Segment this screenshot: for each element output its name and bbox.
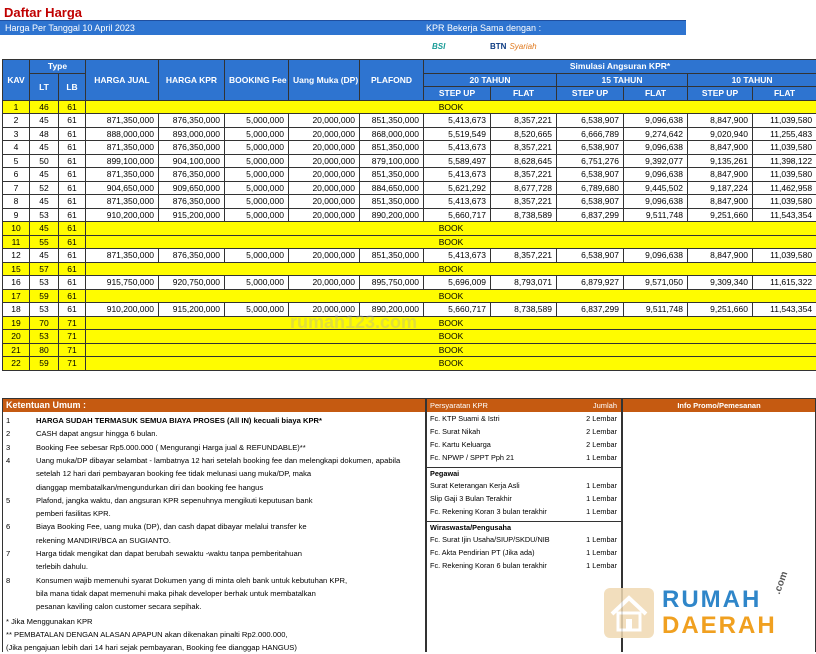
cell-s15: 6,538,907 [557,141,624,155]
cell-dp: 20,000,000 [289,127,360,141]
cell-s10: 8,847,900 [688,168,753,182]
cell-lb: 61 [59,127,86,141]
watermark-com: .com [772,568,816,606]
table-row [3,262,816,276]
header-type: Type [30,60,86,74]
cell-kpr: 909,650,000 [159,181,225,195]
cell-dp: 20,000,000 [289,168,360,182]
requirement-doc: Fc. Rekening Koran 6 bulan terakhir [430,560,547,572]
cell-plafond: 851,350,000 [360,141,424,155]
watermark-line1: RUMAH [662,586,761,614]
cell-lt: 45 [30,168,59,182]
cell-lb: 61 [59,195,86,209]
header-harga-kpr: HARGA KPR [159,60,225,101]
cell-f10: 11,039,580 [753,195,816,209]
requirement-doc: Pegawai [430,468,459,480]
cell-jual: 888,000,000 [86,127,159,141]
cell-bf: 5,000,000 [225,114,289,128]
condition-text: Konsumen wajib memenuhi syarat Dokumen yang di minta oleh bank untuk kebutuhan KPR, [36,574,347,587]
cell-kpr: 915,200,000 [159,208,225,222]
cell-lb: 71 [59,316,86,330]
cell-s20: 5,413,673 [424,114,491,128]
cell-f20: 8,357,221 [491,249,557,263]
cell-f20: 8,677,728 [491,181,557,195]
cell-jual: 871,350,000 [86,249,159,263]
cell-f15: 9,392,077 [624,154,688,168]
header-bar [0,21,686,35]
requirement-qty: 1 Lembar [586,480,617,492]
cell-s20: 5,589,497 [424,154,491,168]
cell-lb: 61 [59,114,86,128]
cell-plafond: 851,350,000 [360,195,424,209]
cell-kav: 10 [3,222,30,236]
header-stepup-15: STEP UP [557,87,624,101]
condition-number: 3 [6,441,10,454]
condition-text: CASH dapat angsur hingga 6 bulan. [36,427,158,440]
cell-s20: 5,413,673 [424,195,491,209]
cell-kav: 3 [3,127,30,141]
requirement-qty: 1 Lembar [586,560,617,572]
requirement-doc: Fc. Surat Nikah [430,426,480,438]
cell-lt: 45 [30,222,59,236]
header-kav: KAV [3,60,30,101]
requirement-qty: 1 Lembar [586,452,617,464]
cell-kav: 21 [3,343,30,357]
requirements-heading-row [427,399,621,412]
cell-f10: 11,039,580 [753,141,816,155]
cell-f10: 11,543,354 [753,303,816,317]
cell-f15: 9,096,638 [624,195,688,209]
cell-s15: 6,751,276 [557,154,624,168]
cell-f20: 8,628,645 [491,154,557,168]
requirement-qty: 2 Lembar [586,413,617,425]
header-plafond: PLAFOND [360,60,424,101]
footnote-kpr: * Jika Menggunakan KPR [6,615,93,628]
cell-plafond: 890,200,000 [360,303,424,317]
footnote-hangus: (Jika pengajuan lebih dari 14 hari sejak pembayaran, Booking fee dianggap HANGUS) [6,641,297,654]
condition-text: terlebih dahulu. [36,560,88,573]
cell-lt: 59 [30,289,59,303]
condition-text: Plafond, jangka waktu, dan angsuran KPR sepenuhnya mengikuti keputusan bank [36,494,313,507]
cell-kav: 16 [3,276,30,290]
cell-bf: 5,000,000 [225,208,289,222]
cell-kav: 18 [3,303,30,317]
cell-s15: 6,789,680 [557,181,624,195]
cell-lt: 45 [30,114,59,128]
cell-jual: 899,100,000 [86,154,159,168]
cell-f15: 9,096,638 [624,141,688,155]
header-lb: LB [59,73,86,100]
requirement-doc: Surat Keterangan Kerja Asli [430,480,520,492]
cell-lt: 53 [30,303,59,317]
condition-text: Booking Fee sebesar Rp5.000.000 ( Mengurangi Harga jual & REFUNDABLE)** [36,441,306,454]
cell-s10: 9,135,261 [688,154,753,168]
cell-dp: 20,000,000 [289,195,360,209]
cell-lt: 45 [30,249,59,263]
table-row [3,100,816,114]
cell-s20: 5,696,009 [424,276,491,290]
cell-lt: 59 [30,357,59,371]
cell-kpr: 876,350,000 [159,249,225,263]
cell-lb: 61 [59,303,86,317]
conditions-panel [2,398,426,652]
condition-text: rekening MANDIRI/BCA an SUGIANTO. [36,534,171,547]
cell-s20: 5,413,673 [424,141,491,155]
cell-lt: 45 [30,141,59,155]
condition-text: setelah 12 hari dari pembayaran booking fee tidak melunasi uang muka/DP, maka [36,467,311,480]
cell-bf: 5,000,000 [225,249,289,263]
cell-f20: 8,793,071 [491,276,557,290]
cell-kav: 7 [3,181,30,195]
cell-dp: 20,000,000 [289,181,360,195]
cell-f20: 8,357,221 [491,141,557,155]
cell-plafond: 890,200,000 [360,208,424,222]
cell-s10: 9,187,224 [688,181,753,195]
cell-f10: 11,255,483 [753,127,816,141]
header-booking-fee: BOOKING Fee [225,60,289,101]
cell-dp: 20,000,000 [289,249,360,263]
header-harga-jual: HARGA JUAL [86,60,159,101]
table-row [3,357,816,371]
cell-bf: 5,000,000 [225,141,289,155]
cell-lb: 61 [59,262,86,276]
condition-number: 2 [6,427,10,440]
cell-lt: 55 [30,235,59,249]
cell-f10: 11,039,580 [753,168,816,182]
requirement-doc: Fc. Surat Ijin Usaha/SIUP/SKDU/NIB [430,534,550,546]
cell-f15: 9,511,748 [624,208,688,222]
cell-kav: 19 [3,316,30,330]
cell-bf: 5,000,000 [225,303,289,317]
cell-book-status: BOOK [86,330,816,344]
condition-number: 5 [6,494,10,507]
cell-bf: 5,000,000 [225,276,289,290]
requirement-doc: Fc. Akta Pendirian PT (Jika ada) [430,547,535,559]
watermark-line2: DAERAH [662,612,777,640]
header-10-tahun: 10 TAHUN [688,73,816,87]
cell-kav: 12 [3,249,30,263]
requirement-qty: 2 Lembar [586,426,617,438]
requirements-qty-heading: Jumlah [593,399,617,412]
cell-lt: 53 [30,276,59,290]
cell-jual: 871,350,000 [86,141,159,155]
kpr-partner-label: KPR Bekerja Sama dengan : [426,21,541,35]
cell-f15: 9,096,638 [624,249,688,263]
cell-jual: 910,200,000 [86,303,159,317]
condition-text: Biaya Booking Fee, uang muka (DP), dan cash dapat dibayar melalui transfer ke [36,520,307,533]
cell-dp: 20,000,000 [289,114,360,128]
cell-bf: 5,000,000 [225,154,289,168]
faint-watermark: rumah123.com [290,312,417,333]
cell-kav: 6 [3,168,30,182]
cell-book-status: BOOK [86,262,816,276]
cell-plafond: 851,350,000 [360,114,424,128]
cell-book-status: BOOK [86,235,816,249]
header-stepup-20: STEP UP [424,87,491,101]
cell-lt: 52 [30,181,59,195]
cell-s10: 8,847,900 [688,114,753,128]
promo-heading: Info Promo/Pemesanan [623,399,815,412]
cell-lb: 61 [59,235,86,249]
cell-lb: 61 [59,289,86,303]
header-lt: LT [30,73,59,100]
rumah-daerah-watermark [604,586,804,641]
cell-book-status: BOOK [86,357,816,371]
cell-s15: 6,837,299 [557,208,624,222]
cell-jual: 871,350,000 [86,195,159,209]
cell-jual: 904,650,000 [86,181,159,195]
cell-book-status: BOOK [86,289,816,303]
condition-text: pemberi fasilitas KPR. [36,507,111,520]
cell-lt: 53 [30,330,59,344]
cell-kav: 20 [3,330,30,344]
cell-kpr: 876,350,000 [159,168,225,182]
cell-s20: 5,413,673 [424,249,491,263]
requirement-doc: Fc. Rekening Koran 3 bulan terakhir [430,506,547,518]
requirement-section-pegawai [427,467,621,468]
cell-s20: 5,621,292 [424,181,491,195]
requirement-qty: 1 Lembar [586,534,617,546]
btn-logo-text: BTN [490,42,506,51]
cell-kav: 8 [3,195,30,209]
header-flat-20: FLAT [491,87,557,101]
cell-bf: 5,000,000 [225,195,289,209]
cell-lt: 70 [30,316,59,330]
header-15-tahun: 15 TAHUN [557,73,688,87]
cell-lb: 61 [59,208,86,222]
cell-plafond: 851,350,000 [360,168,424,182]
cell-plafond: 868,000,000 [360,127,424,141]
cell-kav: 5 [3,154,30,168]
table-row [3,181,816,195]
requirement-doc: Wiraswasta/Pengusaha [430,522,511,534]
table-row [3,222,816,236]
cell-jual: 910,200,000 [86,208,159,222]
cell-lb: 71 [59,343,86,357]
cell-s15: 6,879,927 [557,276,624,290]
cell-kpr: 876,350,000 [159,195,225,209]
cell-s20: 5,519,549 [424,127,491,141]
condition-number: 8 [6,574,10,587]
cell-dp: 20,000,000 [289,208,360,222]
cell-jual: 871,350,000 [86,168,159,182]
cell-kav: 4 [3,141,30,155]
cell-lb: 61 [59,154,86,168]
cell-book-status: BOOK [86,316,816,330]
table-row [3,289,816,303]
page-title: Daftar Harga [4,5,82,20]
requirements-heading: Persyaratan KPR [430,399,488,412]
table-row [3,168,816,182]
cell-kpr: 876,350,000 [159,114,225,128]
cell-lt: 50 [30,154,59,168]
cell-dp: 20,000,000 [289,154,360,168]
cell-s20: 5,413,673 [424,168,491,182]
cell-f10: 11,039,580 [753,114,816,128]
cell-lb: 61 [59,276,86,290]
cell-plafond: 895,750,000 [360,276,424,290]
house-logo-icon [604,588,654,638]
cell-f20: 8,357,221 [491,114,557,128]
cell-f10: 11,398,122 [753,154,816,168]
cell-dp: 20,000,000 [289,141,360,155]
requirement-doc: Fc. Kartu Keluarga [430,439,491,451]
cell-f10: 11,462,958 [753,181,816,195]
cell-bf: 5,000,000 [225,127,289,141]
cell-lb: 61 [59,168,86,182]
cell-kpr: 915,200,000 [159,303,225,317]
cell-f15: 9,571,050 [624,276,688,290]
cell-dp: 20,000,000 [289,276,360,290]
cell-kpr: 876,350,000 [159,141,225,155]
btn-logo-suffix: Syariah [509,42,536,51]
cell-kpr: 893,000,000 [159,127,225,141]
header-flat-15: FLAT [624,87,688,101]
header-stepup-10: STEP UP [688,87,753,101]
cell-f15: 9,445,502 [624,181,688,195]
cell-bf: 5,000,000 [225,181,289,195]
requirements-panel [426,398,622,652]
cell-f15: 9,274,642 [624,127,688,141]
cell-f20: 8,520,665 [491,127,557,141]
requirement-qty: 2 Lembar [586,439,617,451]
condition-text: HARGA SUDAH TERMASUK SEMUA BIAYA PROSES (All IN) kecuali biaya KPR* [36,414,322,427]
table-row [3,141,816,155]
header-simulasi: Simulasi Angsuran KPR* [424,60,816,74]
conditions-heading: Ketentuan Umum : [3,399,425,412]
cell-s15: 6,538,907 [557,195,624,209]
condition-text: Uang muka/DP dibayar selambat - lambatnya 12 hari setelah booking fee dan melengkapi dokumen, apabila [36,454,400,467]
cell-kpr: 904,100,000 [159,154,225,168]
requirement-qty: 1 Lembar [586,493,617,505]
table-row [3,208,816,222]
cell-book-status: BOOK [86,343,816,357]
cell-kav: 22 [3,357,30,371]
table-row [3,235,816,249]
price-date-label: Harga Per Tanggal 10 April 2023 [5,21,135,35]
header-flat-10: FLAT [753,87,816,101]
cell-f20: 8,738,589 [491,303,557,317]
cell-s15: 6,538,907 [557,168,624,182]
cell-s10: 9,020,940 [688,127,753,141]
cell-s15: 6,538,907 [557,114,624,128]
header-uang-muka: Uang Muka (DP) [289,60,360,101]
footnote-cancel: ** PEMBATALAN DENGAN ALASAN APAPUN akan dikenakan pinalti Rp2.000.000, [6,628,288,641]
condition-text: dianggap membatalkan/mengundurkan diri dan booking fee hangus [36,481,263,494]
cell-lt: 80 [30,343,59,357]
cell-f15: 9,096,638 [624,114,688,128]
cell-f20: 8,357,221 [491,195,557,209]
cell-lb: 61 [59,141,86,155]
btn-syariah-logo [490,40,537,54]
requirement-doc: Fc. NPWP / SPPT Pph 21 [430,452,514,464]
cell-kpr: 920,750,000 [159,276,225,290]
cell-lb: 71 [59,330,86,344]
cell-lb: 61 [59,100,86,114]
cell-lb: 61 [59,222,86,236]
cell-f20: 8,738,589 [491,208,557,222]
condition-text: Harga tidak mengikat dan dapat berubah sewaktu -waktu tanpa pemberitahuan [36,547,302,560]
table-row [3,343,816,357]
cell-f15: 9,511,748 [624,303,688,317]
bsi-logo: BSI [432,40,445,54]
cell-book-status: BOOK [86,100,816,114]
cell-f10: 11,039,580 [753,249,816,263]
cell-lb: 61 [59,249,86,263]
cell-s15: 6,538,907 [557,249,624,263]
table-row [3,154,816,168]
requirement-doc: Slip Gaji 3 Bulan Terakhir [430,493,512,505]
cell-lt: 48 [30,127,59,141]
cell-s10: 8,847,900 [688,141,753,155]
cell-s10: 9,309,340 [688,276,753,290]
header-20-tahun: 20 TAHUN [424,73,557,87]
requirement-section-wiraswasta [427,521,621,522]
cell-f20: 8,357,221 [491,168,557,182]
cell-kav: 2 [3,114,30,128]
cell-s10: 9,251,660 [688,303,753,317]
cell-s15: 6,837,299 [557,303,624,317]
cell-lb: 61 [59,181,86,195]
cell-lt: 45 [30,195,59,209]
table-row [3,276,816,290]
cell-s20: 5,660,717 [424,303,491,317]
cell-lt: 53 [30,208,59,222]
table-row [3,114,816,128]
cell-f10: 11,615,322 [753,276,816,290]
cell-kav: 17 [3,289,30,303]
cell-f15: 9,096,638 [624,168,688,182]
cell-s10: 8,847,900 [688,249,753,263]
cell-plafond: 879,100,000 [360,154,424,168]
cell-jual: 871,350,000 [86,114,159,128]
cell-kav: 15 [3,262,30,276]
table-row [3,195,816,209]
cell-jual: 915,750,000 [86,276,159,290]
cell-s20: 5,660,717 [424,208,491,222]
table-row [3,127,816,141]
condition-number: 1 [6,414,10,427]
cell-s15: 6,666,789 [557,127,624,141]
cell-plafond: 851,350,000 [360,249,424,263]
cell-kav: 9 [3,208,30,222]
cell-s10: 8,847,900 [688,195,753,209]
requirement-qty: 1 Lembar [586,506,617,518]
condition-number: 4 [6,454,10,467]
cell-lt: 46 [30,100,59,114]
cell-lt: 57 [30,262,59,276]
table-row [3,249,816,263]
condition-number: 6 [6,520,10,533]
cell-lb: 71 [59,357,86,371]
cell-plafond: 884,650,000 [360,181,424,195]
requirement-doc: Fc. KTP Suami & Istri [430,413,500,425]
condition-text: pesanan kaviling calon customer secara sepihak. [36,600,201,613]
cell-f10: 11,543,354 [753,208,816,222]
condition-text: bila mana tidak dapat memenuhi maka pihak developer berhak untuk membatalkan [36,587,316,600]
cell-kav: 11 [3,235,30,249]
cell-dp: 20,000,000 [289,303,360,317]
cell-kav: 1 [3,100,30,114]
condition-number: 7 [6,547,10,560]
cell-bf: 5,000,000 [225,168,289,182]
cell-book-status: BOOK [86,222,816,236]
requirement-qty: 1 Lembar [586,547,617,559]
cell-s10: 9,251,660 [688,208,753,222]
